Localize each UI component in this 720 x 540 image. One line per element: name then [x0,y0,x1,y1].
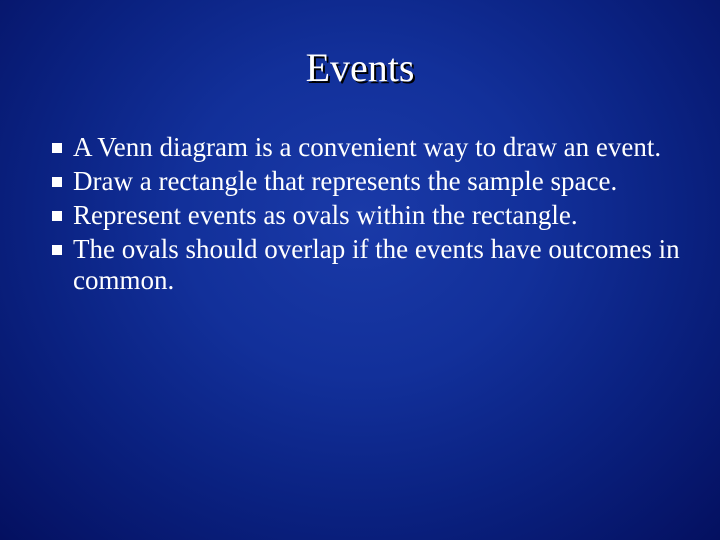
square-bullet-icon [52,143,62,153]
bullet-text: A Venn diagram is a convenient way to draw an event. [73,132,662,162]
bullet-item [52,234,692,296]
bullet-item [52,132,692,163]
square-bullet-icon [52,211,62,221]
bullet-text: The ovals should overlap if the events have outcomes in common. [73,234,680,295]
bullet-item [52,166,692,197]
square-bullet-icon [52,245,62,255]
bullet-text: Represent events as ovals within the rectangle. [73,200,578,230]
bullet-text: Draw a rectangle that represents the sample space. [73,166,618,196]
slide-title: Events [305,45,415,90]
bullet-item [52,200,692,231]
square-bullet-icon [52,177,62,187]
bullet-list [52,132,692,299]
